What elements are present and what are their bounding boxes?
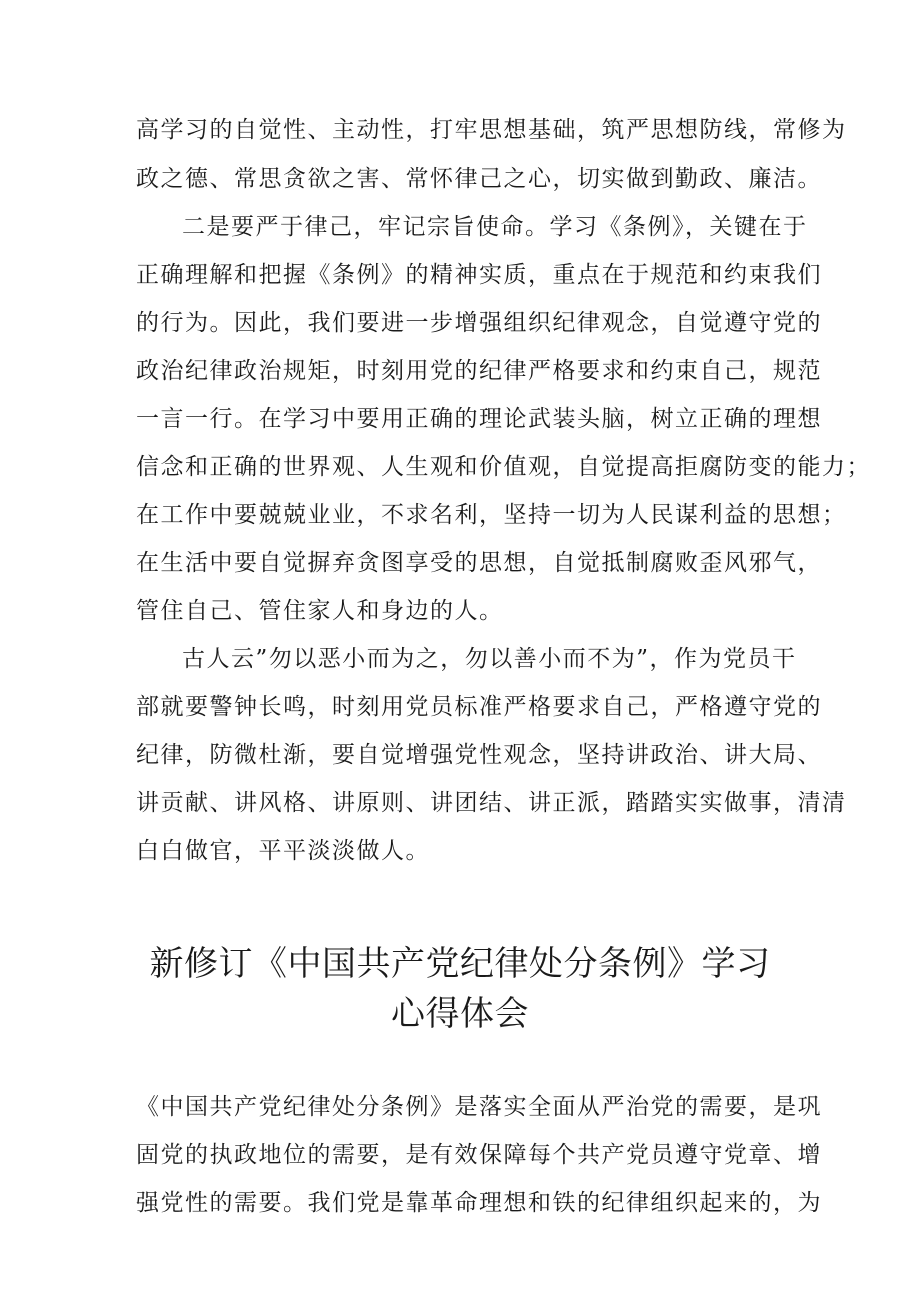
text-line: 白白做官，平平淡淡做人。 (136, 838, 430, 864)
text-line: 政之德、常思贪欲之害、常怀律己之心，切实做到勤政、廉洁。 (136, 166, 822, 192)
text-line: 信念和正确的世界观、人生观和价值观，自觉提高拒腐防变的能力； (136, 454, 871, 480)
text-line: 在工作中要兢兢业业，不求名利，坚持一切为人民谋利益的思想； (136, 502, 847, 528)
text-line: 固党的执政地位的需要，是有效保障每个共产党员遵守党章、增 (136, 1142, 822, 1168)
text-line: 《中国共产党纪律处分条例》是落实全面从严治党的需要，是巩 (136, 1094, 822, 1120)
text-line: 纪律，防微杜渐，要自觉增强党性观念，坚持讲政治、讲大局、 (136, 742, 822, 768)
text-line: 政治纪律政治规矩，时刻用党的纪律严格要求和约束自己，规范 (136, 358, 822, 384)
section-title-line-1: 新修订《中国共产党纪律处分条例》学习 (149, 944, 771, 984)
text-line: 二是要严于律己，牢记宗旨使命。学习《条例》，关键在于 (182, 214, 808, 240)
text-line: 正确理解和把握《条例》的精神实质，重点在于规范和约束我们 (136, 262, 822, 288)
text-line: 在生活中要自觉摒弃贪图享受的思想，自觉抵制腐败歪风邪气， (136, 550, 822, 576)
text-line: 强党性的需要。我们党是靠革命理想和铁的纪律组织起来的，为 (136, 1190, 822, 1216)
text-line: 部就要警钟长鸣，时刻用党员标准严格要求自己，严格遵守党的 (136, 694, 822, 720)
text-line: 管住自己、管住家人和身边的人。 (136, 598, 504, 624)
text-line: 高学习的自觉性、主动性，打牢思想基础，筑严思想防线，常修为 (136, 117, 847, 143)
text-line: 讲贡献、讲风格、讲原则、讲团结、讲正派，踏踏实实做事，清清 (136, 790, 847, 816)
text-line: 一言一行。在学习中要用正确的理论武装头脑，树立正确的理想 (136, 406, 822, 432)
text-line: 古人云”勿以恶小而为之，勿以善小而不为”，作为党员干 (182, 646, 797, 672)
section-title-line-2: 心得体会 (391, 994, 529, 1034)
text-line: 的行为。因此，我们要进一步增强组织纪律观念，自觉遵守党的 (136, 310, 822, 336)
